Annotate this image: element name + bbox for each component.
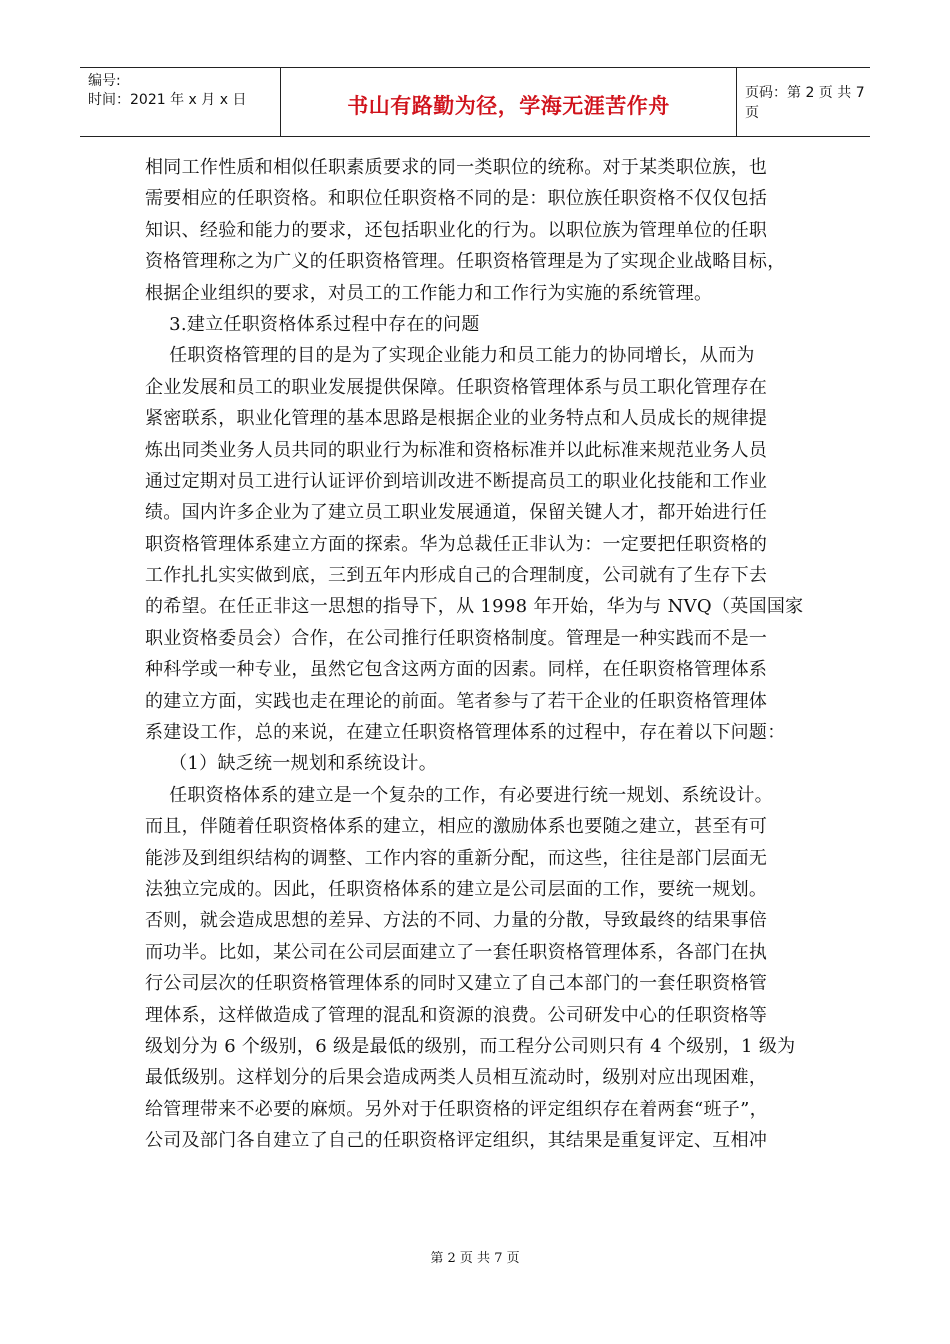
footer-page-number: 第 2 页 共 7 页 <box>430 1251 520 1266</box>
body-line: 理体系，这样做造成了管理的混乱和资源的浪费。公司研发中心的任职资格等 <box>145 1004 768 1026</box>
body-line: （1）缺乏统一规划和系统设计。 <box>145 753 438 775</box>
body-line: 工作扎扎实实做到底，三到五年内形成自己的合理制度，公司就有了生存下去 <box>145 565 768 587</box>
body-line: 紧密联系，职业化管理的基本思路是根据企业的业务特点和人员成长的规律提 <box>145 408 768 430</box>
body-line: 任职资格管理的目的是为了实现企业能力和员工能力的协同增长，从而为 <box>145 345 755 367</box>
body-line: 绩。国内许多企业为了建立员工职业发展通道，保留关键人才，都开始进行任 <box>145 502 768 524</box>
body-line: 而功半。比如，某公司在公司层面建立了一套任职资格管理体系，各部门在执 <box>145 941 768 963</box>
body-line: 的希望。在任正非这一思想的指导下，从 1998 年开始，华为与 NVQ（英国国家 <box>145 596 804 618</box>
body-line: 公司及部门各自建立了自己的任职资格评定组织，其结果是重复评定、互相冲 <box>145 1130 768 1152</box>
header-motto-cell <box>281 68 737 136</box>
body-line: 企业发展和员工的职业发展提供保障。任职资格管理体系与员工职化管理存在 <box>145 376 768 398</box>
body-line: 炼出同类业务人员共同的职业行为标准和资格标准并以此标准来规范业务人员 <box>145 439 768 461</box>
header-page-code <box>737 68 870 136</box>
document-body <box>145 152 825 1157</box>
body-line: 通过定期对员工进行认证评价到培训改进不断提高员工的职业化技能和工作业 <box>145 470 768 492</box>
body-line: 知识、经验和能力的要求，还包括职业化的行为。以职位族为管理单位的任职 <box>145 219 768 241</box>
motto-text: 书山有路勤为径，学海无涯苦作舟 <box>347 94 670 118</box>
body-line: 需要相应的任职资格。和职位任职资格不同的是：职位族任职资格不仅仅包括 <box>145 188 768 210</box>
body-line: 行公司层次的任职资格管理体系的同时又建立了自己本部门的一套任职资格管 <box>145 973 768 995</box>
body-line: 否则，就会造成思想的差异、方法的不同、力量的分散，导致最终的结果事倍 <box>145 910 768 932</box>
body-line: 3.建立任职资格体系过程中存在的问题 <box>145 313 480 335</box>
page-header <box>80 67 870 137</box>
body-line: 根据企业组织的要求，对员工的工作能力和工作行为实施的系统管理。 <box>145 282 713 304</box>
body-line: 法独立完成的。因此，任职资格体系的建立是公司层面的工作，要统一规划。 <box>145 878 768 900</box>
body-line: 相同工作性质和相似任职素质要求的同一类职位的统称。对于某类职位族，也 <box>145 157 768 178</box>
page-footer <box>0 1247 950 1266</box>
body-line: 而且，伴随着任职资格体系的建立，相应的激励体系也要随之建立，甚至有可 <box>145 816 768 838</box>
body-line: 职业资格委员会）合作，在公司推行任职资格制度。管理是一种实践而不是一 <box>145 627 768 649</box>
body-line: 给管理带来不必要的麻烦。另外对于任职资格的评定组织存在着两套“班子”， <box>145 1098 768 1120</box>
header-meta <box>80 68 281 136</box>
body-line: 最低级别。这样划分的后果会造成两类人员相互流动时，级别对应出现困难， <box>145 1067 768 1089</box>
body-line: 职资格管理体系建立方面的探索。华为总裁任正非认为：一定要把任职资格的 <box>145 533 768 555</box>
body-line: 级划分为 6 个级别，6 级是最低的级别，而工程分公司则只有 4 个级别，1 级为 <box>145 1035 796 1057</box>
body-line: 能涉及到组织结构的调整、工作内容的重新分配，而这些，往往是部门层面无 <box>145 847 768 869</box>
body-line: 任职资格体系的建立是一个复杂的工作，有必要进行统一规划、系统设计。 <box>145 784 773 806</box>
page-code-text: 页码：第 2 页 共 7 页 <box>745 85 865 121</box>
body-line: 资格管理称之为广义的任职资格管理。任职资格管理是为了实现企业战略目标， <box>145 251 786 273</box>
number-label: 编号: <box>88 73 121 89</box>
body-line: 的建立方面，实践也走在理论的前面。笔者参与了若干企业的任职资格管理体 <box>145 690 768 712</box>
body-line: 种科学或一种专业，虽然它包含这两方面的因素。同样，在任职资格管理体系 <box>145 659 768 681</box>
body-line: 系建设工作，总的来说，在建立任职资格管理体系的过程中，存在着以下问题： <box>145 722 786 744</box>
time-label: 时间：2021 年 x 月 x 日 <box>88 92 247 108</box>
